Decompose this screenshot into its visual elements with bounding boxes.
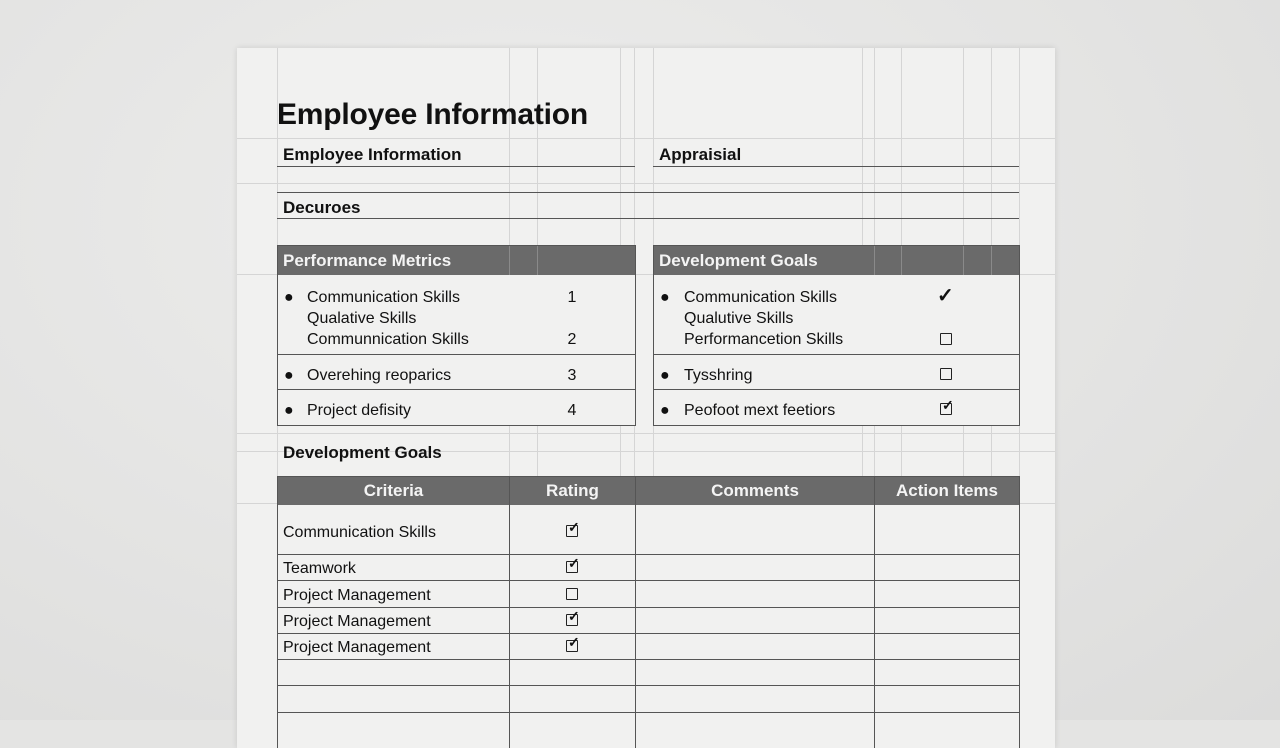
rating-checkbox-checked[interactable]: ✓	[568, 608, 580, 624]
bullet-icon: ●	[660, 367, 670, 384]
metric-value: 3	[567, 367, 577, 384]
goal-item: Tysshring	[684, 367, 753, 384]
metric-item: Communication Skills	[307, 289, 460, 306]
criteria-cell: Project Management	[283, 613, 431, 630]
criteria-table	[277, 476, 1020, 748]
development-goals-header: Development Goals	[654, 246, 1019, 275]
metric-item: Project defisity	[307, 402, 412, 419]
goal-item: Qualutive Skills	[684, 310, 794, 327]
decuroes-label: Decuroes	[283, 198, 361, 217]
development-goals-section-title: Development Goals	[283, 443, 442, 462]
criteria-cell: Communication Skills	[283, 524, 436, 541]
employee-information-label: Employee Information	[283, 145, 462, 164]
column-header-rating: Rating	[510, 477, 635, 505]
column-header-criteria: Criteria	[278, 477, 509, 505]
appraisal-form-sheet	[237, 48, 1055, 748]
column-header-action-items: Action Items	[875, 477, 1019, 505]
page-title: Employee Information	[277, 98, 589, 131]
development-goals-box	[653, 245, 1020, 426]
check-mark-icon: ✓	[937, 285, 954, 307]
metric-item: Qualative Skills	[307, 310, 417, 327]
rating-checkbox-checked[interactable]: ✓	[568, 555, 580, 571]
metric-item: Overehing reoparics	[307, 367, 452, 384]
metric-value: 2	[567, 331, 577, 348]
bullet-icon: ●	[284, 402, 294, 419]
goal-item: Performancetion Skills	[684, 331, 844, 348]
checkbox-unchecked[interactable]	[940, 333, 952, 345]
goal-item: Peofoot mext feetiors	[684, 402, 836, 419]
checkbox-unchecked[interactable]	[940, 368, 952, 380]
bullet-icon: ●	[284, 289, 294, 306]
rating-checkbox-checked[interactable]: ✓	[568, 634, 580, 650]
criteria-cell: Teamwork	[283, 560, 356, 577]
appraisal-label: Appraisial	[659, 145, 742, 164]
bullet-icon: ●	[284, 367, 294, 384]
performance-metrics-header: Performance Metrics	[278, 246, 635, 275]
column-header-comments: Comments	[636, 477, 874, 505]
metric-value: 4	[567, 402, 577, 419]
metric-value: 1	[567, 289, 577, 306]
performance-metrics-box	[277, 245, 636, 426]
criteria-cell: Project Management	[283, 639, 431, 656]
goal-item: Communication Skills	[684, 289, 837, 306]
bullet-icon: ●	[660, 289, 670, 306]
rating-checkbox-unchecked[interactable]	[566, 588, 578, 600]
bullet-icon: ●	[660, 402, 670, 419]
criteria-cell: Project Management	[283, 587, 431, 604]
checkbox-checked[interactable]: ✓	[942, 397, 954, 413]
metric-item: Communnication Skills	[307, 331, 469, 348]
rating-checkbox-checked[interactable]: ✓	[568, 519, 580, 535]
